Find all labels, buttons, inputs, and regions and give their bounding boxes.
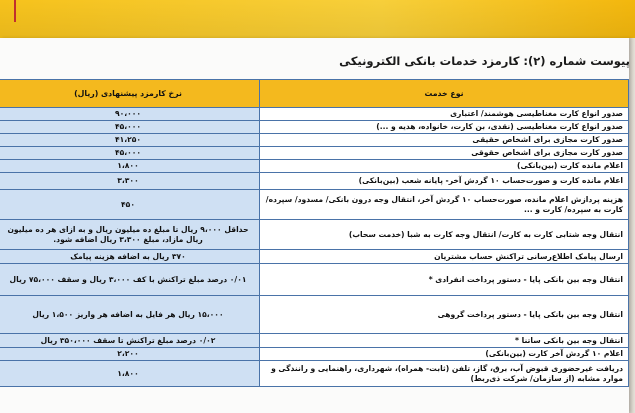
fee-cell: حداقل ۹،۰۰۰ ریال تا مبلغ ده میلیون ریال و به ازای هر ده میلیون ریال مازاد، مبلغ ۳،۳۰۰ ریال اضافه شود. bbox=[0, 220, 260, 250]
fee-cell: ۲،۲۰۰ bbox=[0, 348, 260, 361]
table-row bbox=[0, 121, 629, 134]
service-cell: ارسال پیامک اطلاع‌رسانی تراکنش حساب مشتریان bbox=[260, 250, 629, 264]
header-fee: نرخ کارمزد پیشنهادی (ریال) bbox=[0, 80, 260, 108]
fee-cell: ۹۰،۰۰۰ bbox=[0, 108, 260, 121]
fee-cell: ۱،۸۰۰ bbox=[0, 160, 260, 173]
table-row bbox=[0, 108, 629, 121]
header-service: نوع خدمت bbox=[260, 80, 629, 108]
fee-cell: ۱۵،۰۰۰ ریال هر فایل به اضافه هر واریز ۱،۵۰۰ ریال bbox=[0, 296, 260, 334]
service-cell: صدور کارت مجازی برای اشخاص حقوقی bbox=[260, 147, 629, 160]
page-edge bbox=[629, 38, 635, 413]
document-title: پیوست شماره (۲): کارمزد خدمات بانکی الکترونیکی bbox=[339, 54, 630, 68]
table-row bbox=[0, 220, 629, 250]
fees-table bbox=[0, 79, 629, 387]
table-row bbox=[0, 147, 629, 160]
table-row bbox=[0, 264, 629, 296]
service-cell: انتقال وجه بین بانکی پایا - دستور پرداخت گروهی bbox=[260, 296, 629, 334]
fee-cell: ۳۷۰ ریال به اضافه هزینه پیامک bbox=[0, 250, 260, 264]
fee-cell: ۰/۰۲ درصد مبلغ تراکنش تا سقف ۳۵۰،۰۰۰ ریال bbox=[0, 334, 260, 348]
service-cell: صدور کارت مجازی برای اشخاص حقیقی bbox=[260, 134, 629, 147]
table-row bbox=[0, 348, 629, 361]
table-row bbox=[0, 250, 629, 264]
table-row bbox=[0, 296, 629, 334]
service-cell: انتقال وجه بین بانکی پایا - دستور پرداخت انفرادی * bbox=[260, 264, 629, 296]
fee-cell: ۴۵،۰۰۰ bbox=[0, 147, 260, 160]
table-row bbox=[0, 190, 629, 220]
table-header-row bbox=[0, 80, 629, 108]
fee-cell: ۴۵،۰۰۰ bbox=[0, 121, 260, 134]
service-cell: اعلام مانده کارت و صورت‌حساب ۱۰ گردش آخر- پایانه شعب (بین‌بانکی) bbox=[260, 173, 629, 190]
table-row bbox=[0, 334, 629, 348]
service-cell: انتقال وجه شتابی کارت به کارت/ انتقال وجه کارت به شبا (خدمت سحاب) bbox=[260, 220, 629, 250]
band-shade bbox=[0, 0, 635, 38]
table-row bbox=[0, 134, 629, 147]
service-cell: صدور انواع کارت مغناطیسی هوشمند/ اعتباری bbox=[260, 108, 629, 121]
service-cell: دریافت غیرحضوری قبوض آب، برق، گاز، تلفن (ثابت- همراه)، شهرداری، راهنمایی و رانندگی و موارد مشابه (از سازمان/ شرکت ذی‌ربط) bbox=[260, 361, 629, 387]
fee-cell: ۱،۸۰۰ bbox=[0, 361, 260, 387]
top-color-band bbox=[0, 0, 635, 38]
table-row bbox=[0, 361, 629, 387]
fee-cell: ۴۱،۲۵۰ bbox=[0, 134, 260, 147]
service-cell: هزینه پردازش اعلام مانده، صورت‌حساب ۱۰ گردش آخر، انتقال وجه درون بانکی/ مسدود/ سپرده/ کارت به سپرده/ کارت و ... bbox=[260, 190, 629, 220]
fee-cell: ۴۵۰ bbox=[0, 190, 260, 220]
service-cell: اعلام ۱۰ گردش آخر کارت (بین‌بانکی) bbox=[260, 348, 629, 361]
service-cell: صدور انواع کارت مغناطیسی (نقدی، بن کارت، خانواده، هدیه و ...) bbox=[260, 121, 629, 134]
table-row bbox=[0, 173, 629, 190]
document-page bbox=[0, 38, 629, 413]
fee-cell: ۰/۰۱ درصد مبلغ تراکنش با کف ۳،۰۰۰ ریال و سقف ۷۵،۰۰۰ ریال bbox=[0, 264, 260, 296]
service-cell: اعلام مانده کارت (بین‌بانکی) bbox=[260, 160, 629, 173]
service-cell: انتقال وجه بین بانکی ساتنا * bbox=[260, 334, 629, 348]
fee-cell: ۳،۳۰۰ bbox=[0, 173, 260, 190]
red-margin-line bbox=[14, 0, 16, 22]
table-row bbox=[0, 160, 629, 173]
